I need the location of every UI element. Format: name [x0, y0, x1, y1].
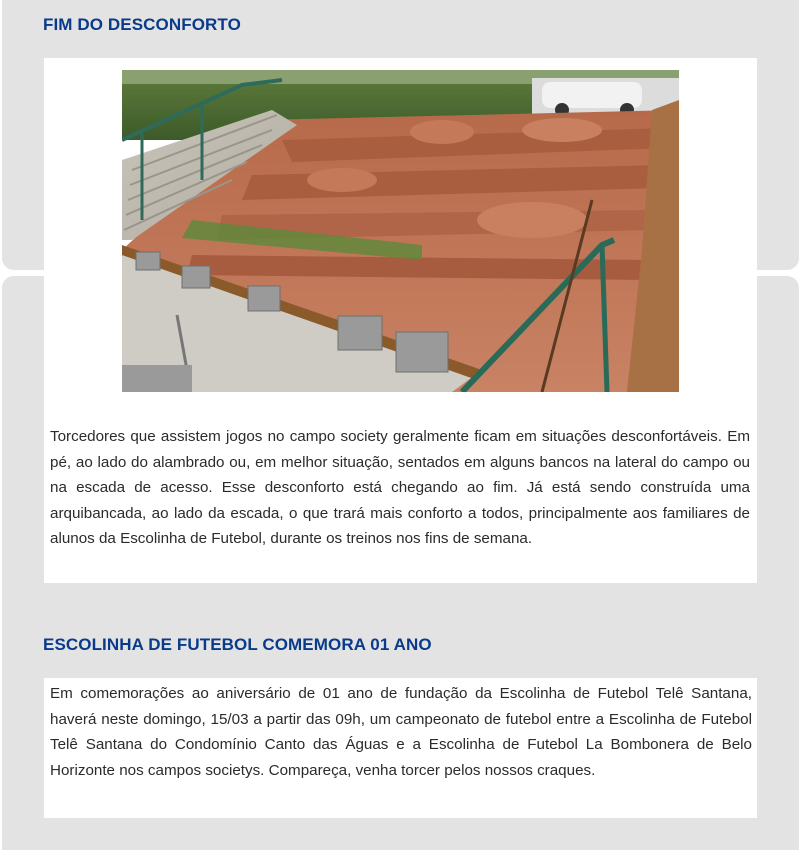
section-title-escolinha: ESCOLINHA DE FUTEBOL COMEMORA 01 ANO	[43, 635, 432, 654]
section-title-fim-do-desconforto: FIM DO DESCONFORTO	[43, 15, 241, 34]
article-paragraph-escolinha: Em comemorações ao aniversário de 01 ano de fundação da Escolinha de Futebol Telê Santana, haverá neste domingo, 15/03 a partir das 09h, um campeonato de futebol entre a Escolinha de Futebol Telê Santana do Condomínio Canto das Águas e a Escolinha de Futebol La Bombonera de Belo Horizonte nos campos societys. Compareça, venha torcer pelos nossos craques.	[50, 685, 752, 779]
construction-site-photo	[122, 70, 679, 392]
article-paragraph-desconforto: Torcedores que assistem jogos no campo society geralmente ficam em situações desconfortáveis. Em pé, ao lado do alambrado ou, em melhor situação, sentados em alguns bancos na lateral do campo ou na escada de acesso. Esse desconforto está chegando ao fim. Já está sendo construída uma arquibancada, ao lado da escada, o que trará mais conforto a todos, principalmente aos familiares de alunos da Escolinha de Futebol, durante os treinos nos fins de semana.	[50, 428, 750, 548]
